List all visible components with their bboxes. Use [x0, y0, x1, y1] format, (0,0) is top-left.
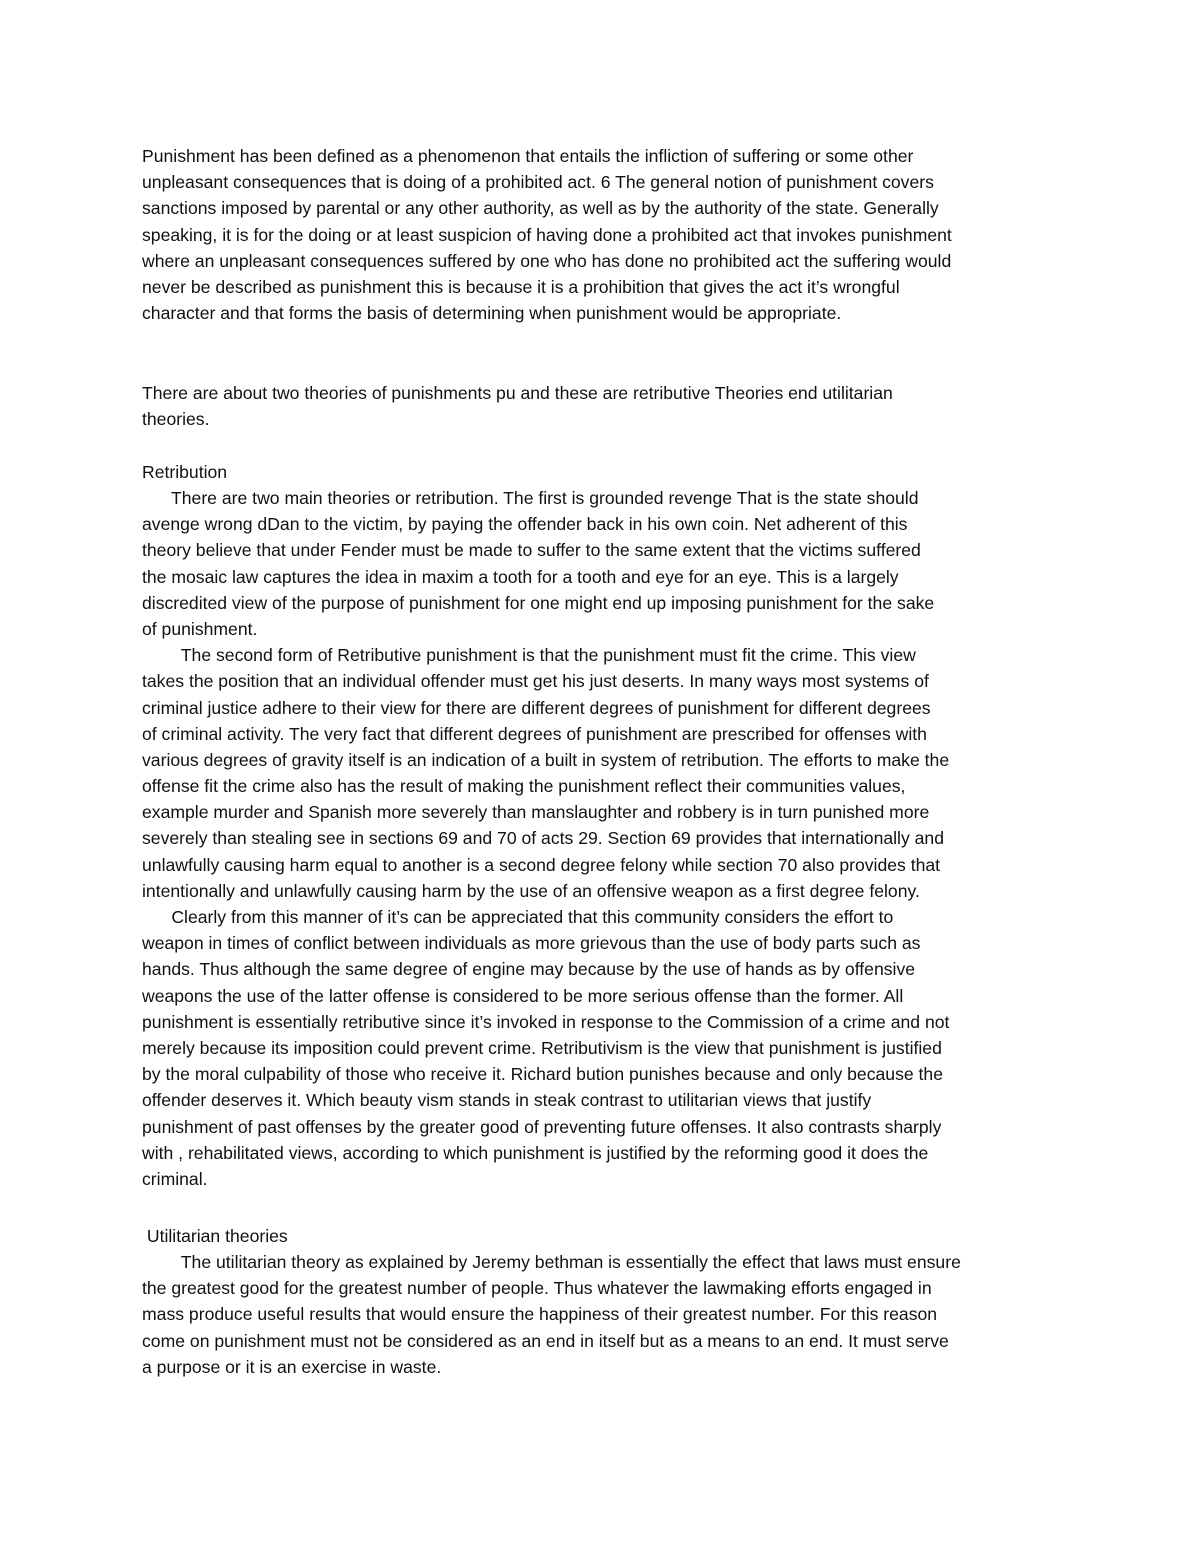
section-heading: Retribution	[142, 462, 228, 482]
text-line: criminal.	[142, 1168, 208, 1189]
text-line: There are two main theories or retribution. The first is grounded revenge That is the state should	[142, 488, 919, 508]
text-line: unlawfully causing harm equal to another is a second degree felony while section 70 also provides that	[142, 854, 941, 875]
text-line: character and that forms the basis of determining when punishment would be appropriate.	[142, 303, 842, 324]
section-heading: Utilitarian theories	[142, 1226, 288, 1246]
text-line: come on punishment must not be considered as an end in itself but as a means to an end. It must serve	[142, 1330, 949, 1351]
text-line: theory believe that under Fender must be made to suffer to the same extent that the victims suffered	[142, 540, 921, 561]
text-line: never be described as punishment this is because it is a prohibition that gives the act it’s wrongful	[142, 276, 900, 297]
text-line: theories.	[142, 409, 210, 430]
text-line: severely than stealing see in sections 69 and 70 of acts 29. Section 69 provides that internationally and	[142, 828, 945, 849]
text-line: merely because its imposition could prevent crime. Retributivism is the view that punishment is justified	[142, 1037, 942, 1058]
section-retribution-body	[142, 485, 1072, 1192]
text-line: of criminal activity. The very fact that different degrees of punishment are prescribed for offenses with	[142, 723, 927, 744]
text-line: of punishment.	[142, 618, 258, 639]
text-line: example murder and Spanish more severely than manslaughter and robbery is in turn punished more	[142, 802, 930, 823]
text-line: There are about two theories of punishments pu and these are retributive Theories end utilitarian	[142, 383, 893, 403]
heading-utilitarian-theories	[142, 1223, 1072, 1249]
text-line: where an unpleasant consequences suffered by one who has done no prohibited act the suffering would	[142, 250, 952, 271]
text-line: Punishment has been defined as a phenomenon that entails the infliction of suffering or some other	[142, 146, 914, 166]
text-line: offense fit the crime also has the result of making the punishment reflect their communities values,	[142, 776, 906, 797]
text-line: with , rehabilitated views, according to which punishment is justified by the reforming good it does the	[142, 1142, 929, 1163]
text-line: Clearly from this manner of it’s can be appreciated that this community considers the effort to	[142, 907, 894, 927]
text-line: unpleasant consequences that is doing of a prohibited act. 6 The general notion of punishment covers	[142, 172, 934, 193]
text-line: The second form of Retributive punishment is that the punishment must fit the crime. This view	[142, 645, 916, 666]
text-line: by the moral culpability of those who receive it. Richard bution punishes because and only because the	[142, 1064, 943, 1085]
text-line: criminal justice adhere to their view for there are different degrees of punishment for different degrees	[142, 697, 931, 718]
text-line: various degrees of gravity itself is an indication of a built in system of retribution. The efforts to make the	[142, 749, 950, 770]
text-line: offender deserves it. Which beauty vism stands in steak contrast to utilitarian views that justify	[142, 1090, 872, 1111]
paragraph-two-theories	[142, 380, 1072, 432]
text-line: hands. Thus although the same degree of engine may because by the use of hands as by offensive	[142, 959, 916, 980]
text-line: the mosaic law captures the idea in maxim a tooth for a tooth and eye for an eye. This is a largely	[142, 566, 899, 587]
text-line: intentionally and unlawfully causing harm by the use of an offensive weapon as a first degree felony.	[142, 880, 920, 901]
text-line: discredited view of the purpose of punishment for one might end up imposing punishment for the sake	[142, 592, 935, 613]
text-line: the greatest good for the greatest number of people. Thus whatever the lawmaking efforts engaged in	[142, 1278, 932, 1299]
text-line: a purpose or it is an exercise in waste.	[142, 1356, 442, 1377]
text-line: The utilitarian theory as explained by Jeremy bethman is essentially the effect that laws must ensure	[142, 1252, 961, 1272]
text-line: weapon in times of conflict between individuals as more grievous than the use of body parts such as	[142, 933, 921, 954]
text-line: avenge wrong dDan to the victim, by paying the offender back in his own coin. Net adherent of this	[142, 514, 908, 535]
text-line: speaking, it is for the doing or at least suspicion of having done a prohibited act that invokes punishment	[142, 224, 952, 245]
text-line: punishment of past offenses by the greater good of preventing future offenses. It also contrasts sharply	[142, 1116, 942, 1137]
text-line: mass produce useful results that would ensure the happiness of their greatest number. For this reason	[142, 1304, 938, 1325]
heading-retribution	[142, 459, 1072, 485]
text-line: sanctions imposed by parental or any other authority, as well as by the authority of the state. Generally	[142, 198, 939, 219]
section-utilitarian-body	[142, 1249, 1072, 1380]
text-line: takes the position that an individual offender must get his just deserts. In many ways most systems of	[142, 671, 929, 692]
paragraph-punishment-definition	[142, 143, 1072, 326]
text-line: punishment is essentially retributive since it’s invoked in response to the Commission of a crime and not	[142, 1011, 950, 1032]
text-line: weapons the use of the latter offense is considered to be more serious offense than the former. All	[142, 985, 904, 1006]
